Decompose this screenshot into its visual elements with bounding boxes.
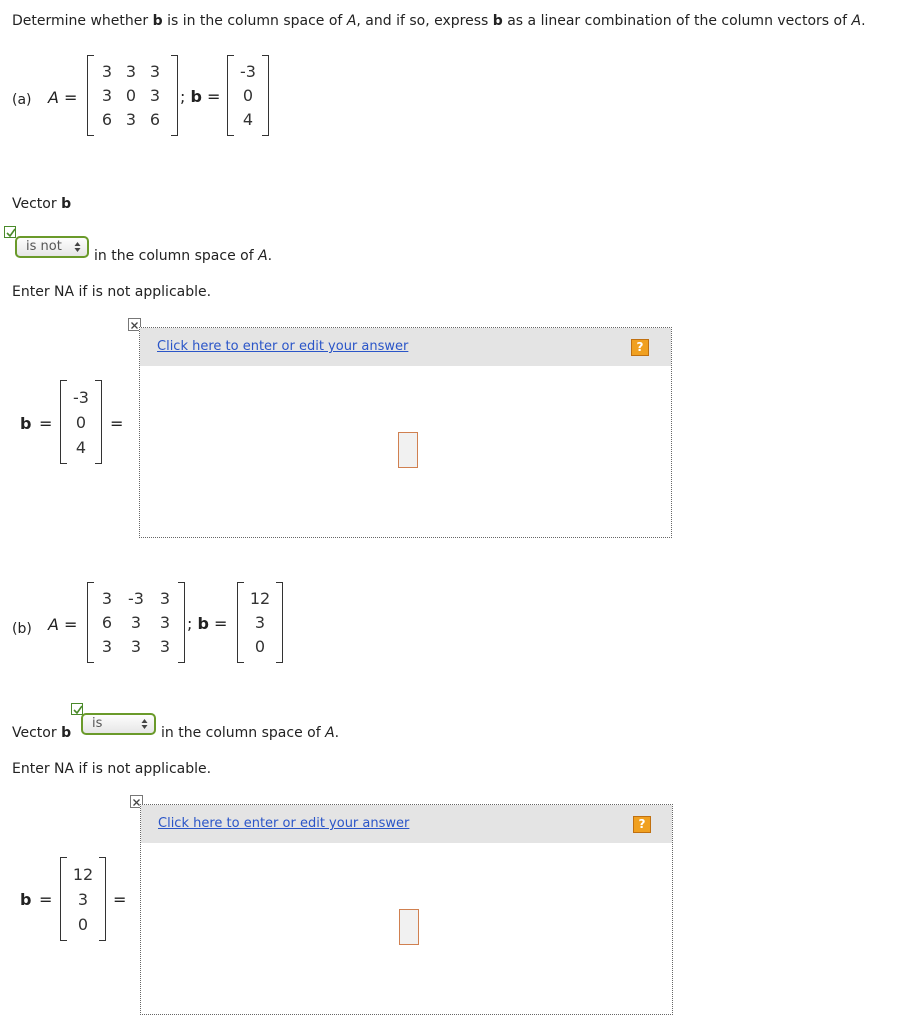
part-a-vector-b-entry: -3 [240, 62, 256, 81]
part-b-correct-check-icon [71, 703, 83, 715]
part-a-matrix-A-cell: 3 [149, 62, 161, 81]
part-b-matrix-A-cell: 3 [101, 589, 113, 608]
part-b-matrix-A-cell: 3 [159, 613, 171, 632]
part-b-matrix-A-cell: 3 [130, 637, 142, 656]
part-a-matrix-A-cell: 3 [101, 86, 113, 105]
part-a-lhs-equals: = [39, 414, 53, 433]
part-a-lhs-vector-b-entry: 4 [75, 437, 87, 457]
part-a-vector-b-entry: 0 [242, 86, 254, 105]
part-b-lhs-vector-b-entry: 3 [77, 889, 89, 909]
part-b-answer-link[interactable]: Click here to enter or edit your answer [158, 816, 410, 831]
part-a-matrix-A-cell: 0 [125, 86, 137, 105]
part-b-vector-label: Vector b [12, 725, 72, 741]
part-b-answer-box[interactable] [140, 804, 673, 1015]
part-b-help-icon[interactable]: ? [633, 816, 651, 833]
part-a-matrix-A-cell: 3 [125, 110, 137, 129]
part-b-column-space-select[interactable]: is [81, 713, 156, 735]
updown-arrows-icon [74, 241, 81, 259]
part-a-matrix-A [87, 55, 178, 136]
part-b-lhs-b: b [20, 890, 32, 909]
part-b-vector-b-entry: 0 [254, 637, 266, 656]
part-b-matrix-A-cell: 3 [130, 613, 142, 632]
updown-arrows-icon [141, 718, 148, 736]
part-a-correct-check-icon [4, 226, 16, 238]
part-b-lhs-equals: = [39, 890, 53, 909]
part-a-label: (a) [12, 92, 32, 108]
part-a-lhs-vector-b [60, 380, 102, 464]
part-b-lhs-vector-b-entry: 0 [77, 914, 89, 934]
part-b-matrix-A-cell: 3 [159, 637, 171, 656]
part-a-rhs-equals: = [110, 414, 124, 433]
part-b-na-note: Enter NA if is not applicable. [12, 761, 212, 777]
part-a-column-space-select[interactable]: is not [15, 236, 89, 258]
part-b-b-equals: ; b = [187, 614, 228, 633]
part-a-vector-b-entry: 4 [242, 110, 254, 129]
part-b-label: (b) [12, 621, 32, 637]
part-a-after-select-text: in the column space of A. [94, 248, 273, 264]
part-a-matrix-A-cell: 3 [125, 62, 137, 81]
part-a-answer-link[interactable]: Click here to enter or edit your answer [157, 339, 409, 354]
part-b-matrix-A [87, 582, 185, 663]
part-b-answer-header [141, 805, 672, 843]
part-b-lhs-vector-b [60, 857, 106, 941]
part-a-matrix-A-cell: 3 [149, 86, 161, 105]
part-b-a-equals: A = [48, 615, 78, 634]
part-a-answer-input[interactable] [398, 432, 418, 468]
part-b-rhs-equals: = [113, 890, 127, 909]
part-b-matrix-A-cell: 3 [159, 589, 171, 608]
part-a-a-equals: A = [48, 88, 78, 107]
part-a-lhs-vector-b-entry: -3 [73, 387, 89, 407]
part-a-lhs-b: b [20, 414, 32, 433]
part-a-answer-header [140, 328, 671, 366]
part-b-matrix-A-cell: 3 [101, 637, 113, 656]
part-a-matrix-A-cell: 3 [101, 62, 113, 81]
part-b-matrix-A-cell: 6 [101, 613, 113, 632]
part-b-after-select-text: in the column space of A. [161, 725, 340, 741]
part-a-help-icon[interactable]: ? [631, 339, 649, 356]
part-a-na-note: Enter NA if is not applicable. [12, 284, 212, 300]
part-a-vector-b [227, 55, 269, 136]
part-a-matrix-A-cell: 6 [101, 110, 113, 129]
part-a-vector-label: Vector b [12, 196, 72, 212]
question-text: Determine whether b is in the column space of A, and if so, express b as a linear combination of the column vectors of A. [12, 13, 866, 29]
part-b-matrix-A-cell: -3 [128, 589, 144, 608]
part-a-lhs-vector-b-entry: 0 [75, 412, 87, 432]
part-b-lhs-vector-b-entry: 12 [72, 864, 94, 884]
part-b-vector-b-entry: 3 [254, 613, 266, 632]
part-a-b-equals: ; b = [180, 87, 221, 106]
part-b-answer-input[interactable] [399, 909, 419, 945]
part-a-answer-box[interactable] [139, 327, 672, 538]
part-b-vector-b-entry: 12 [249, 589, 271, 608]
part-b-vector-b [237, 582, 283, 663]
part-a-matrix-A-cell: 6 [149, 110, 161, 129]
